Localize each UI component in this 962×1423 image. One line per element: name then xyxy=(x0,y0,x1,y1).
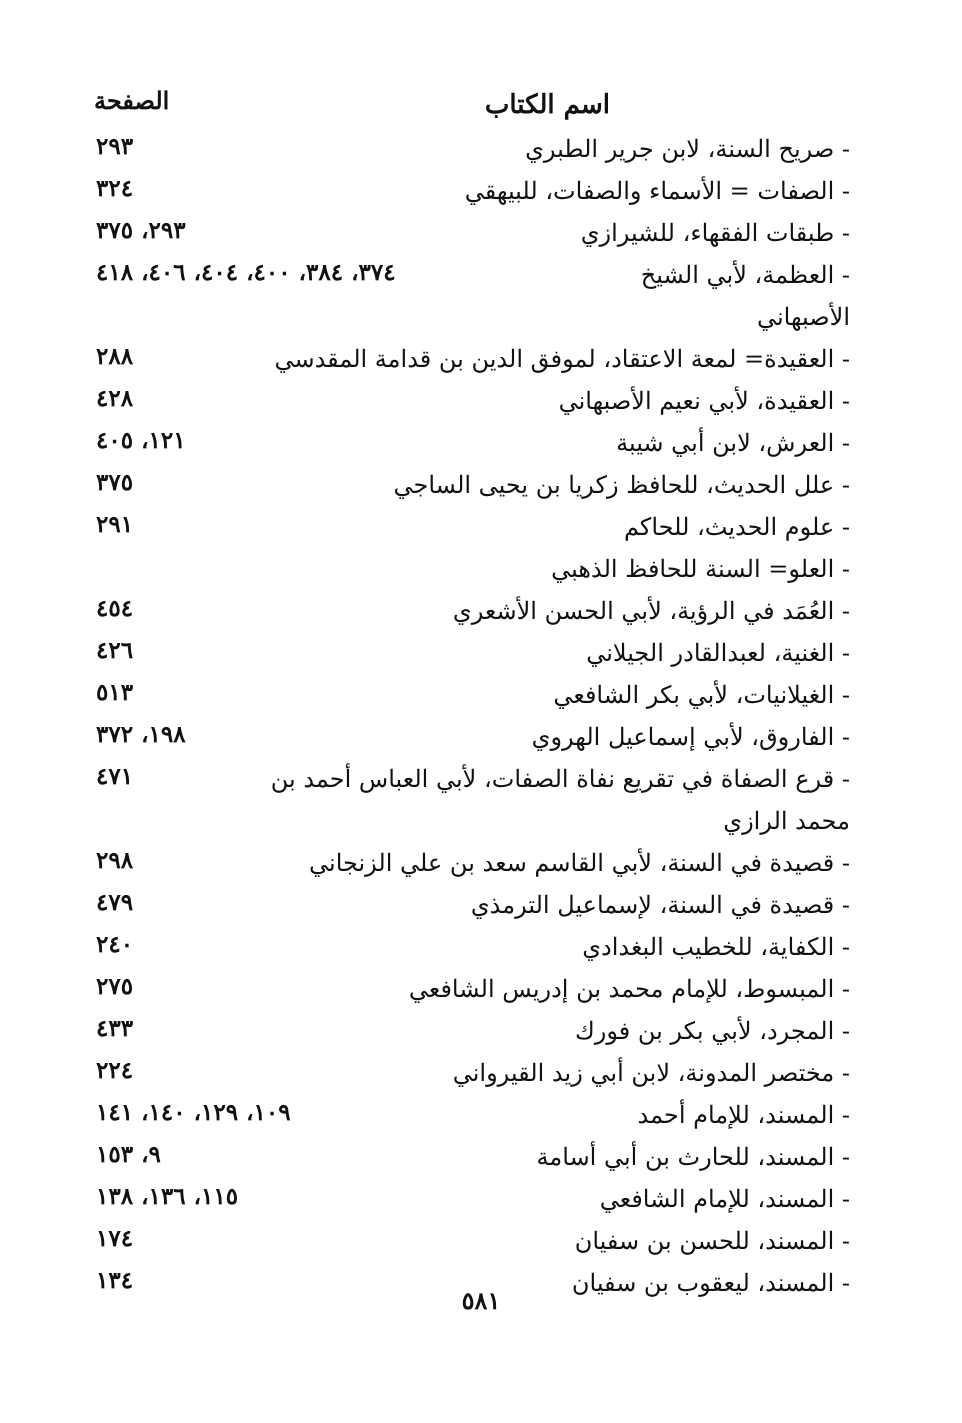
entry-title: - الغنية، لعبدالقادر الجيلاني xyxy=(586,639,850,667)
index-entry xyxy=(90,1010,850,1052)
entry-title: - قصيدة في السنة، لإسماعيل الترمذي xyxy=(470,891,850,919)
index-entry xyxy=(90,674,850,716)
entry-title: - مختصر المدونة، لابن أبي زيد القيرواني xyxy=(452,1059,850,1087)
entry-pages: ٤٥٤ xyxy=(96,595,134,622)
entry-pages: ٢٩١ xyxy=(96,511,134,538)
index-entry xyxy=(90,1094,850,1136)
entry-title: - الغيلانيات، لأبي بكر الشافعي xyxy=(553,681,850,709)
entry-title: - المسند، للإمام الشافعي xyxy=(599,1185,850,1213)
entry-title: - الصفات = الأسماء والصفات، للبيهقي xyxy=(464,177,850,205)
entry-title: - العظمة، لأبي الشيخ الأصبهاني xyxy=(640,261,850,331)
entry-pages: ١٧٤ xyxy=(96,1225,134,1252)
entry-pages: ٢٤٠ xyxy=(96,931,134,958)
entry-title: - الكفاية، للخطيب البغدادي xyxy=(582,933,850,961)
table-header xyxy=(90,84,850,124)
entry-pages: ١٢١، ٤٠٥ xyxy=(96,427,186,454)
entry-pages: ٣٧٥ xyxy=(96,469,134,496)
entry-pages: ٢٨٨ xyxy=(96,343,134,370)
entry-title: - الفاروق، لأبي إسماعيل الهروي xyxy=(531,723,850,751)
entry-title: - العقيدة، لأبي نعيم الأصبهاني xyxy=(558,387,850,415)
index-entry xyxy=(90,758,850,842)
entry-pages: ٣٧٤، ٣٨٤، ٤٠٠، ٤٠٤، ٤٠٦، ٤١٨ xyxy=(96,259,396,286)
index-entry xyxy=(90,128,850,170)
entry-pages: ١٠٩، ١٢٩، ١٤٠، ١٤١ xyxy=(96,1099,291,1126)
index-entry xyxy=(90,968,850,1010)
entry-pages: ٢٩٣ xyxy=(96,133,134,160)
entry-pages: ٣٢٤ xyxy=(96,175,134,202)
index-entry xyxy=(90,716,850,758)
index-entry xyxy=(90,884,850,926)
entry-title: - العُمَد في الرؤية، لأبي الحسن الأشعري xyxy=(452,597,850,625)
index-entry xyxy=(90,590,850,632)
entry-pages: ٤٢٨ xyxy=(96,385,134,412)
entry-title: - العلو= السنة للحافظ الذهبي xyxy=(551,555,850,583)
entry-pages: ٢٩٣، ٣٧٥ xyxy=(96,217,186,244)
index-entry xyxy=(90,548,850,590)
page-number: ٥٨١ xyxy=(461,1286,501,1315)
entry-title: - قرع الصفاة في تقريع نفاة الصفات، لأبي العباس أحمد بن محمد الرازي xyxy=(270,765,850,835)
entry-pages: ٢٩٨ xyxy=(96,847,134,874)
index-entry xyxy=(90,1220,850,1262)
entry-pages: ٤٧١ xyxy=(96,763,134,790)
entry-pages: ٥١٣ xyxy=(96,679,134,706)
index-entry xyxy=(90,506,850,548)
index-entry xyxy=(90,926,850,968)
entry-title: - المجرد، لأبي بكر بن فورك xyxy=(574,1017,850,1045)
page-column-header: الصفحة xyxy=(94,86,170,115)
entry-pages: ٢٢٤ xyxy=(96,1057,134,1084)
entry-pages: ٢٧٥ xyxy=(96,973,134,1000)
entry-title: - المسند، للحسن بن سفيان xyxy=(574,1227,850,1255)
index-entry xyxy=(90,422,850,464)
entry-pages: ٤٢٦ xyxy=(96,637,134,664)
entry-pages: ٤٣٣ xyxy=(96,1015,134,1042)
entry-title: - المسند، للإمام أحمد xyxy=(637,1101,850,1129)
index-entry xyxy=(90,212,850,254)
index-entry xyxy=(90,254,850,338)
index-entry xyxy=(90,1052,850,1094)
index-entry xyxy=(90,170,850,212)
index-entry xyxy=(90,380,850,422)
book-name-column-header: اسم الكتاب xyxy=(484,90,610,120)
index-entry xyxy=(90,464,850,506)
index-entry xyxy=(90,338,850,380)
entry-title: - العرش، لابن أبي شيبة xyxy=(616,429,850,457)
index-entry xyxy=(90,1178,850,1220)
entry-title: - قصيدة في السنة، لأبي القاسم سعد بن علي الزنجاني xyxy=(309,849,850,877)
entry-title: - المبسوط، للإمام محمد بن إدريس الشافعي xyxy=(408,975,850,1003)
index-entry xyxy=(90,632,850,674)
entry-pages: ١٣٤ xyxy=(96,1267,134,1294)
entry-title: - طبقات الفقهاء، للشيرازي xyxy=(580,219,850,247)
index-entry xyxy=(90,842,850,884)
index-entry xyxy=(90,1136,850,1178)
entry-title: - المسند، للحارث بن أبي أسامة xyxy=(536,1143,850,1171)
entry-pages: ٤٧٩ xyxy=(96,889,134,916)
entry-pages: ١١٥، ١٣٦، ١٣٨ xyxy=(96,1183,239,1210)
entry-title: - المسند، ليعقوب بن سفيان xyxy=(571,1269,850,1297)
entry-title: - العقيدة= لمعة الاعتقاد، لموفق الدين بن قدامة المقدسي xyxy=(274,345,850,373)
entry-title: - صريح السنة، لابن جرير الطبري xyxy=(525,135,850,163)
entry-pages: ١٩٨، ٣٧٢ xyxy=(96,721,186,748)
entry-title: - علوم الحديث، للحاكم xyxy=(623,513,850,541)
entry-pages: ٩، ١٥٣ xyxy=(96,1141,161,1168)
entry-title: - علل الحديث، للحافظ زكريا بن يحيى الساجي xyxy=(393,471,850,499)
index-list xyxy=(90,128,850,1304)
